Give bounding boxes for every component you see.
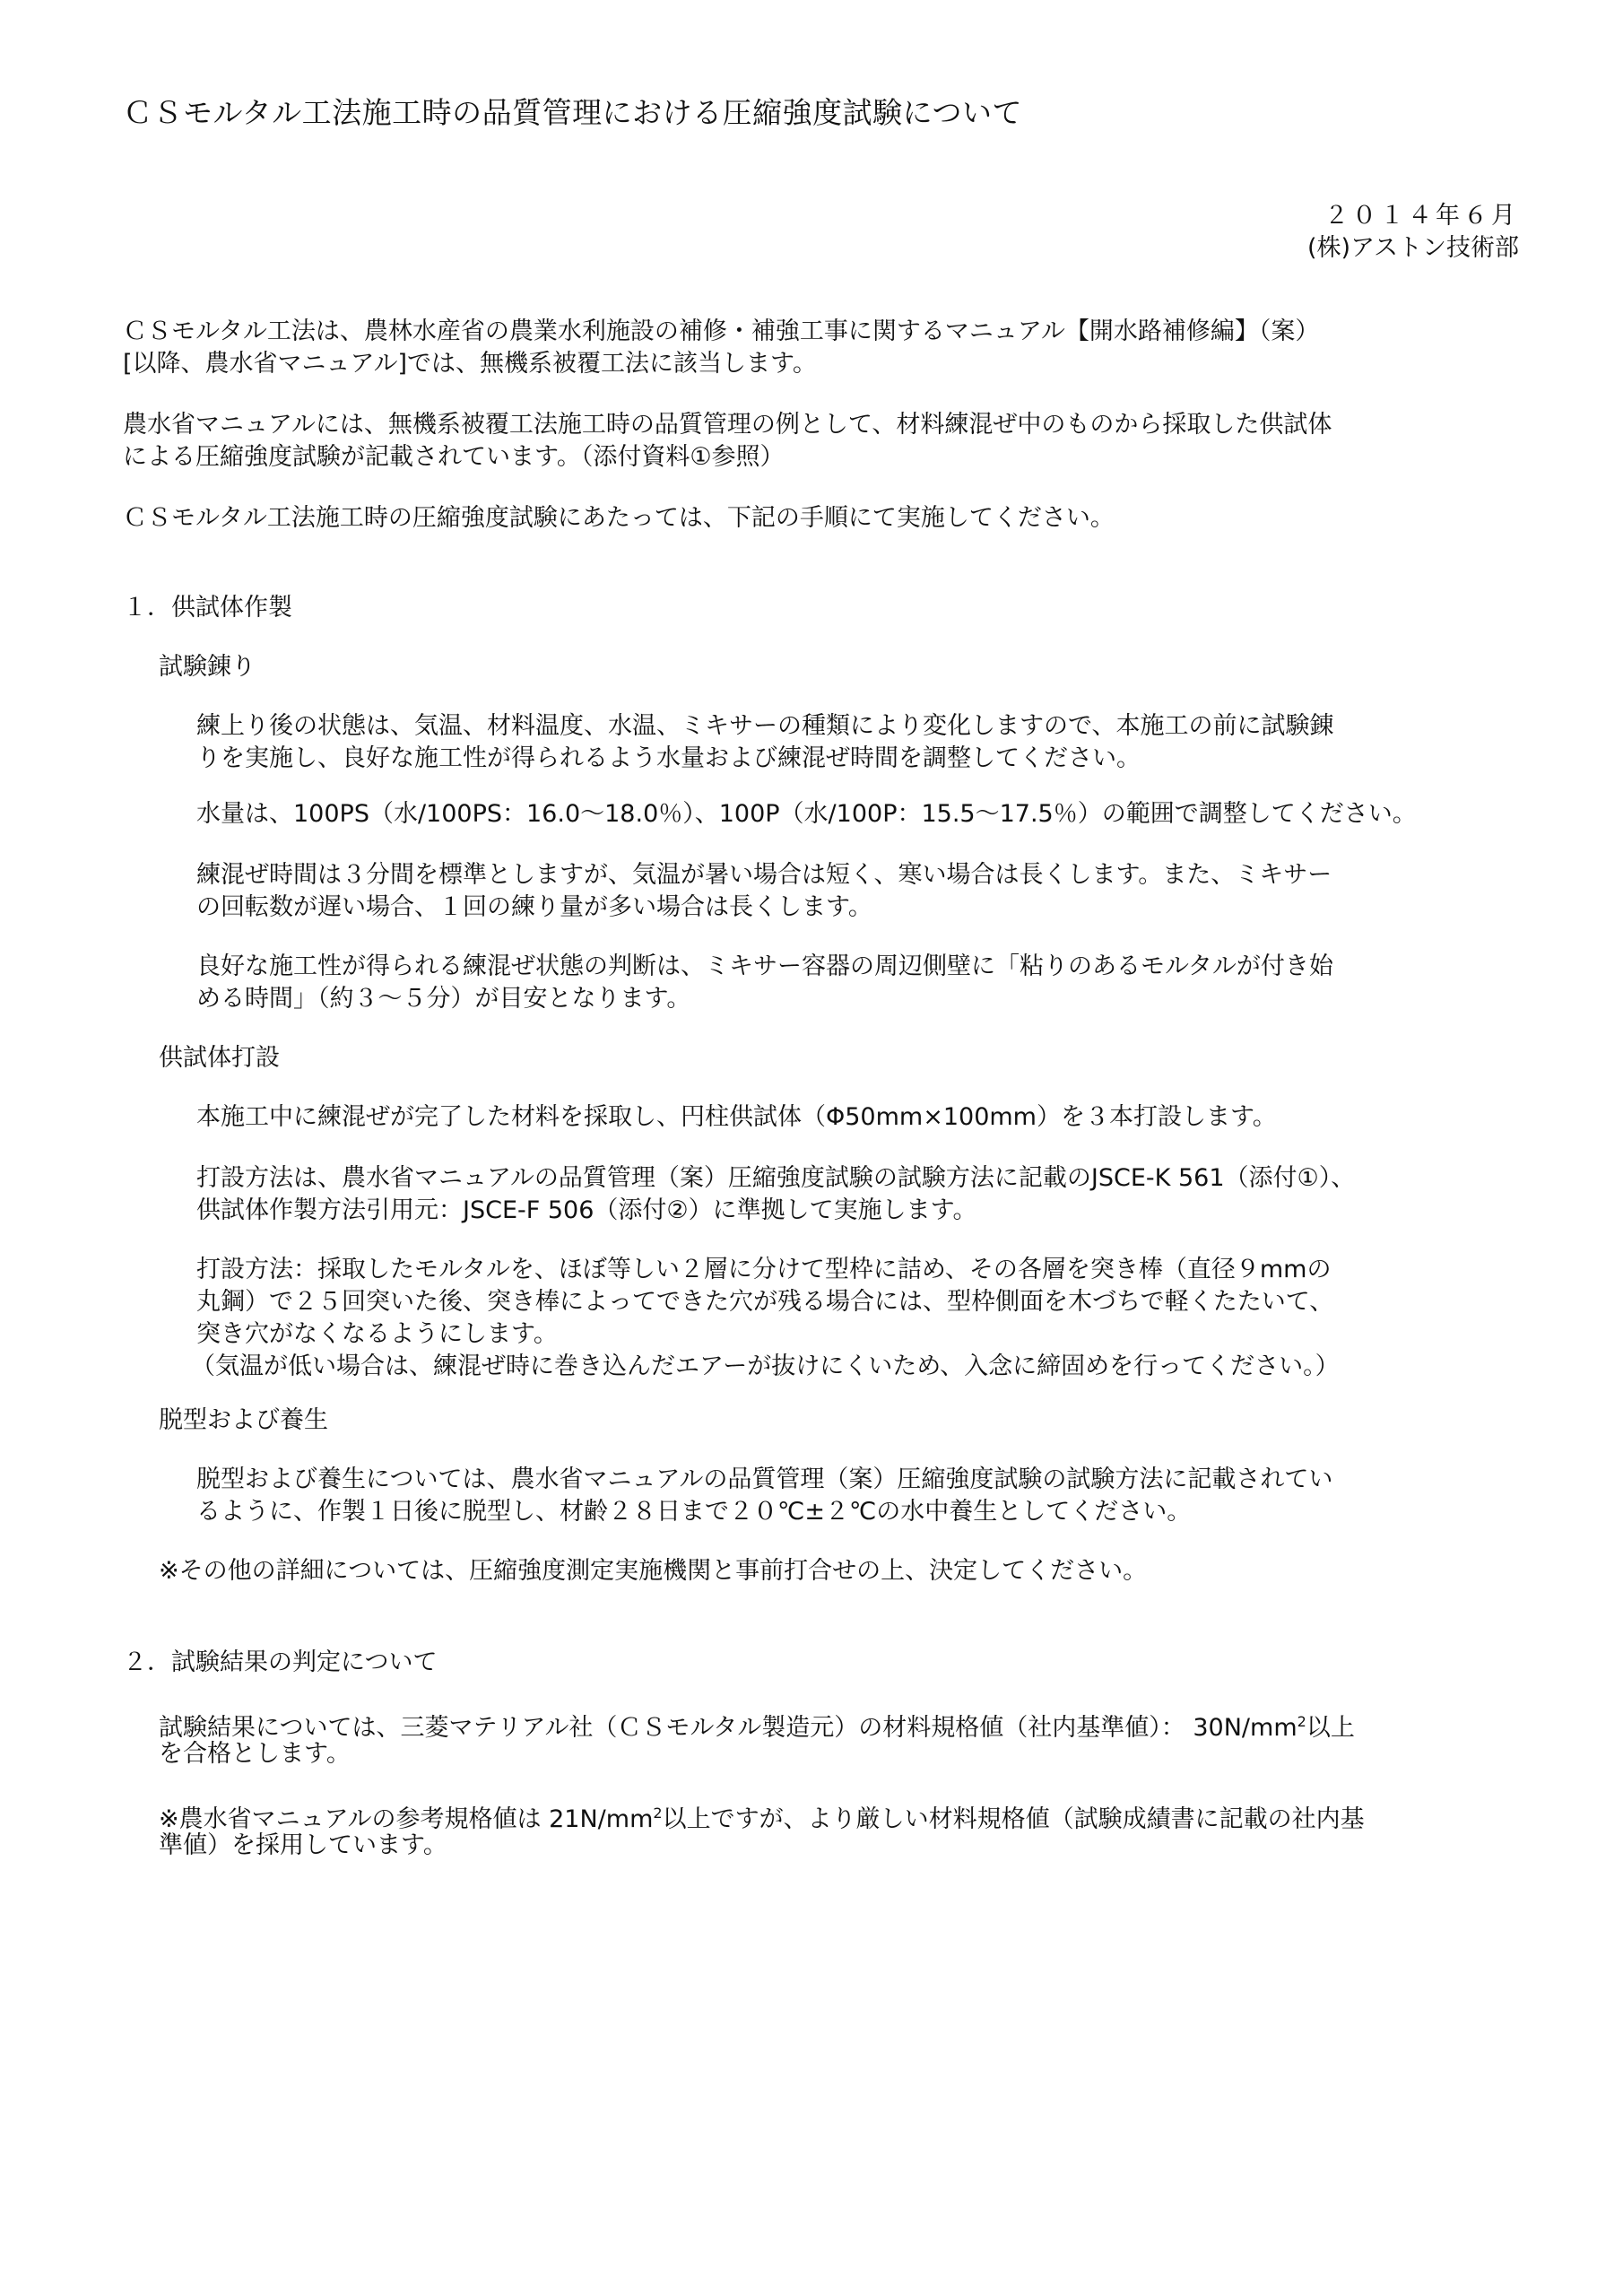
page-title: ＣＳモルタル工法施工時の品質管理における圧縮強度試験について <box>123 95 1023 130</box>
trial-mixing-paragraph-4: 良好な施工性が得られる練混ぜ状態の判断は、ミキサー容器の周辺側壁に「粘りのあるモルタルが付き始 める時間」（約３～５分）が目安となります。 <box>196 952 1333 1013</box>
intro-paragraph-3: ＣＳモルタル工法施工時の圧縮強度試験にあたっては、下記の手順にて実施してください。 <box>123 504 1115 532</box>
judgement-paragraph-2: ※農水省マニュアルの参考規格値は $21N/mm^2$以上ですが、より厳しい材料規格値（試験成績書に記載の社内基 準値）を採用しています。 <box>159 1805 1365 1859</box>
trial-mixing-paragraph-1: 練上り後の状態は、気温、材料温度、水温、ミキサーの種類により変化しますので、本施工の前に試験錬 りを実施し、良好な施工性が得られるよう水量および練混ぜ時間を調整してください。 <box>196 712 1334 772</box>
document-date: ２０１４年６月 <box>1324 202 1519 230</box>
judgement-paragraph-1: 試験結果については、三菱マテリアル社（ＣＳモルタル製造元）の材料規格値（社内基準値）： $30N/mm^2$以上 を合格とします。 <box>159 1713 1355 1768</box>
subsection-trial-mixing-heading: 試験錬り <box>159 653 256 681</box>
section-1-heading: １．供試体作製 <box>123 594 292 622</box>
trial-mixing-paragraph-3: 練混ぜ時間は３分間を標準としますが、気温が暑い場合は短く、寒い場合は長くします。また、ミキサー の回転数が遅い場合、１回の練り量が多い場合は長くします。 <box>196 861 1332 921</box>
subsection-specimen-casting-heading: 供試体打設 <box>159 1044 280 1072</box>
section-2-heading: ２．試験結果の判定について <box>123 1648 438 1676</box>
author-department: (株)アストン技術部 <box>1307 234 1519 262</box>
intro-paragraph-2: 農水省マニュアルには、無機系被覆工法施工時の品質管理の例として、材料練混ぜ中のものから採取した供試体 による圧縮強度試験が記載されています。（添付資料①参照） <box>123 411 1332 471</box>
subsection-demolding-curing-heading: 脱型および養生 <box>159 1406 328 1434</box>
intro-paragraph-1: ＣＳモルタル工法は、農林水産省の農業水利施設の補修・補強工事に関するマニュアル【開水路補修編】（案） [以降、農水省マニュアル]では、無機系被覆工法に該当します。 <box>123 317 1320 378</box>
demolding-curing-paragraph-1: 脱型および養生については、農水省マニュアルの品質管理（案）圧縮強度試験の試験方法に記載されてい るように、作製１日後に脱型し、材齢２８日まで２０℃±２℃の水中養生としてください。 <box>196 1465 1333 1526</box>
specimen-casting-paragraph-1: 本施工中に練混ぜが完了した材料を採取し、円柱供試体（Φ50mm×100mm）を３本打設します。 <box>196 1103 1277 1131</box>
specimen-casting-paragraph-3: 打設方法：採取したモルタルを、ほぼ等しい２層に分けて型枠に詰め、その各層を突き棒（直径９mmの 丸鋼）で２５回突いた後、突き棒によってできた穴が残る場合には、型枠側面を木づちで軽くたたいて、 突き穴がなくなるようにします。 （気温が低い場合は、練混ぜ時に巻き込んだエアーが抜けにくいため、入念に締固めを行ってください。） <box>191 1256 1340 1380</box>
section-1-note: ※その他の詳細については、圧縮強度測定実施機関と事前打合せの上、決定してください。 <box>159 1557 1148 1585</box>
specimen-casting-paragraph-2: 打設方法は、農水省マニュアルの品質管理（案）圧縮強度試験の試験方法に記載のJSCE-K 561（添付①）、 供試体作製方法引用元：JSCE-F 506（添付②）に準拠して実施します。 <box>196 1164 1356 1224</box>
trial-mixing-paragraph-2: 水量は、100PS（水/100PS：16.0～18.0％）、100P（水/100P：15.5～17.5％）の範囲で調整してください。 <box>196 800 1417 828</box>
